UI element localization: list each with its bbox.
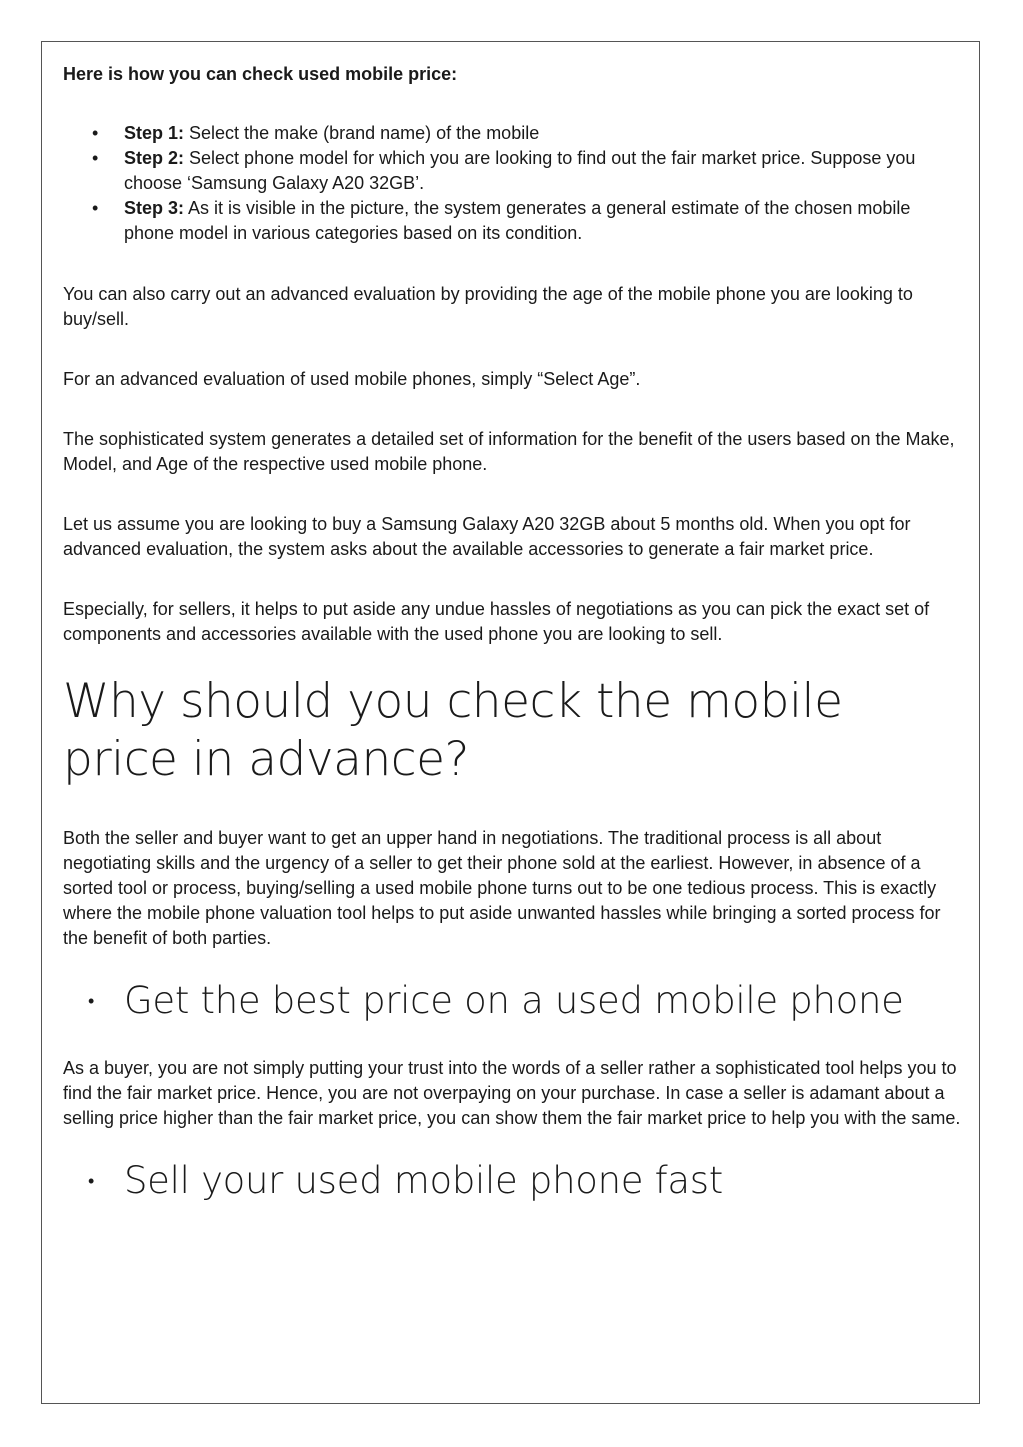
subheading-sell-fast-text: Sell your used mobile phone fast <box>124 1159 723 1202</box>
step-item <box>124 121 963 146</box>
subheading-sell-fast <box>63 1159 963 1203</box>
step-title: Step 2: <box>124 148 185 168</box>
step-text: As it is visible in the picture, the system generates a general estimate of the chosen mobile phone model in various categories based on its condition. <box>124 198 911 243</box>
step-title: Step 1: <box>124 123 185 143</box>
paragraph-why: Both the seller and buyer want to get an upper hand in negotiations. The traditional process is all about negotiating skills and the urgency of a seller to get their phone sold at the earliest. However, in absence of a sorted tool or process, buying/selling a used mobile phone turns out to be one tedious process. This is exactly where the mobile phone valuation tool helps to put aside unwanted hassles while bringing a sorted process for the benefit of both parties. <box>63 828 941 948</box>
step-item <box>124 196 963 246</box>
intro-heading: Here is how you can check used mobile price: <box>63 64 458 84</box>
paragraph-select-age: For an advanced evaluation of used mobile phones, simply “Select Age”. <box>63 369 641 389</box>
subheading-best-price-text: Get the best price on a used mobile phone <box>124 979 904 1022</box>
subheading-best-price <box>63 979 963 1023</box>
document-page <box>41 41 980 1404</box>
paragraph-buyer: As a buyer, you are not simply putting your trust into the words of a seller rather a sophisticated tool helps you to find the fair market price. Hence, you are not overpaying on your purchase. In case a seller is adamant about a selling price higher than the fair market price, you can show them the fair market price to help you with the same. <box>63 1058 961 1128</box>
step-text: Select phone model for which you are looking to find out the fair market price. Suppose you choose ‘Samsung Galaxy A20 32GB’. <box>124 148 916 193</box>
step-item <box>124 146 963 196</box>
paragraph-sellers: Especially, for sellers, it helps to put aside any undue hassles of negotiations as you can pick the exact set of components and accessories available with the used phone you are looking to sell. <box>63 599 930 644</box>
document-content <box>63 62 963 1203</box>
bullet-icon: • <box>88 991 95 1011</box>
main-heading: Why should you check the mobile price in advance? <box>63 674 843 787</box>
bullet-icon: • <box>88 1171 95 1191</box>
steps-list <box>63 121 963 246</box>
step-text: Select the make (brand name) of the mobile <box>189 123 540 143</box>
paragraph-advanced-evaluation: You can also carry out an advanced evaluation by providing the age of the mobile phone you are looking to buy/sell. <box>63 284 913 329</box>
paragraph-sophisticated-system: The sophisticated system generates a detailed set of information for the benefit of the users based on the Make, Model, and Age of the respective used mobile phone. <box>63 429 955 474</box>
paragraph-assume: Let us assume you are looking to buy a Samsung Galaxy A20 32GB about 5 months old. When you opt for advanced evaluation, the system asks about the available accessories to generate a fair market price. <box>63 514 911 559</box>
step-title: Step 3: <box>124 198 185 218</box>
